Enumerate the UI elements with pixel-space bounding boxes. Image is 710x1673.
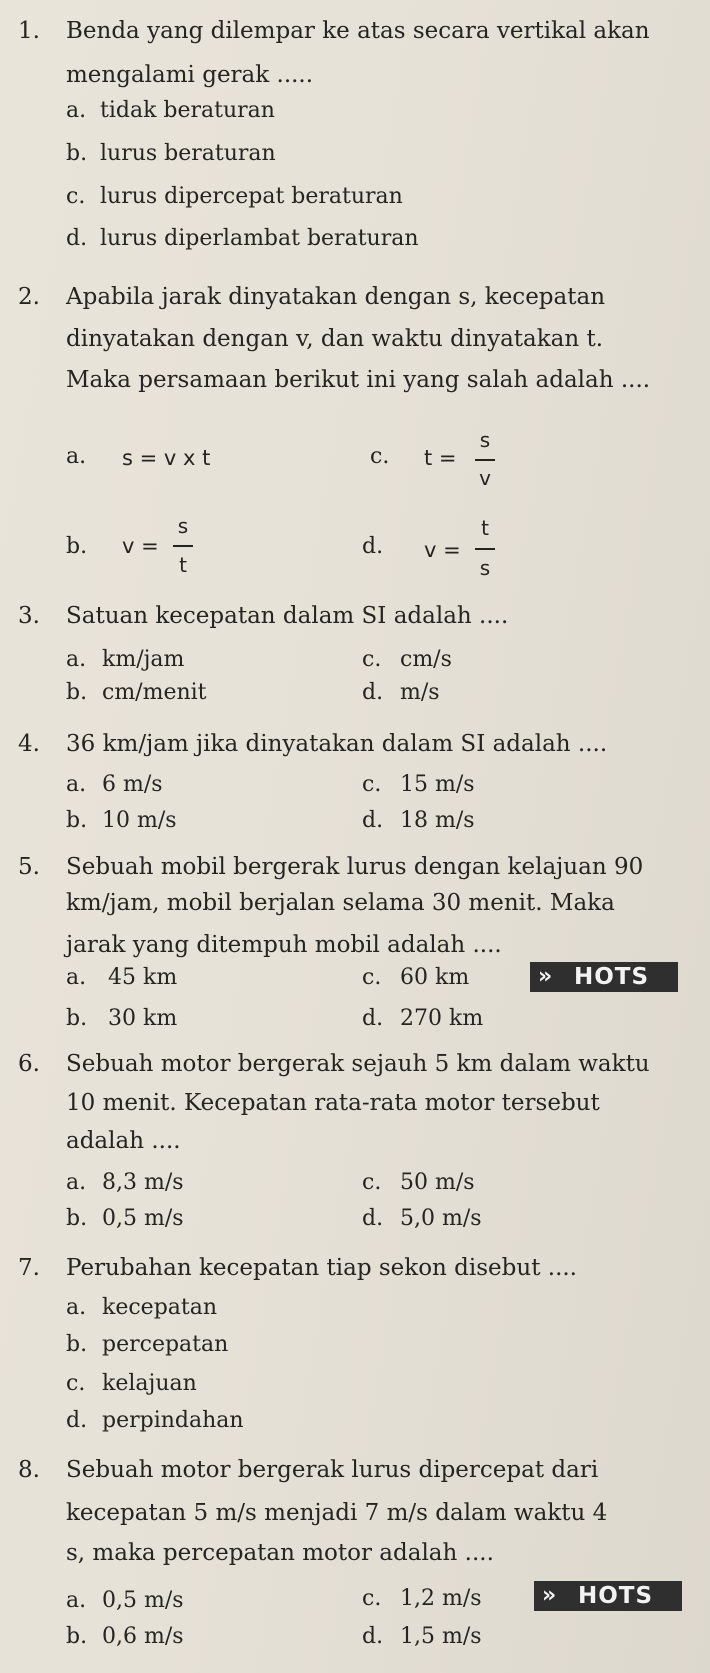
option-letter: d.	[66, 226, 88, 251]
option-letter: d.	[362, 534, 384, 559]
hots-label: HOTS	[574, 964, 650, 990]
question-text-line: Maka persamaan berikut ini yang salah adalah ....	[66, 367, 651, 393]
equation-text: s = v x t	[122, 446, 211, 470]
question-number: 6.	[18, 1051, 40, 1077]
question-text-line: mengalami gerak .....	[66, 62, 314, 88]
question-number: 1.	[18, 18, 40, 44]
option-letter: a.	[66, 647, 87, 672]
option-letter: b.	[66, 808, 88, 833]
option-letter: c.	[362, 1586, 382, 1611]
option-letter: c.	[362, 647, 382, 672]
fraction-denominator: v	[479, 466, 491, 490]
fraction-bar	[475, 459, 495, 461]
option-text: percepatan	[102, 1332, 229, 1357]
question-text-line: dinyatakan dengan v, dan waktu dinyatakan t.	[66, 326, 604, 352]
option-letter: d.	[362, 808, 384, 833]
question-text-line: jarak yang ditempuh mobil adalah ....	[66, 932, 502, 958]
option-letter: a.	[66, 1295, 87, 1320]
question-text-line: Apabila jarak dinyatakan dengan s, kecepatan	[66, 284, 606, 310]
option-text: 0,6 m/s	[102, 1624, 184, 1649]
option-letter: b.	[66, 1206, 88, 1231]
option-text: km/jam	[102, 647, 185, 672]
fraction-bar	[173, 545, 193, 547]
option-text: kelajuan	[102, 1371, 197, 1396]
fraction-denominator: t	[179, 553, 187, 577]
equation-lhs: t =	[424, 446, 457, 470]
option-text: m/s	[400, 680, 440, 705]
option-letter: a.	[66, 1588, 87, 1613]
option-letter: b.	[66, 1332, 88, 1357]
hots-badge	[530, 962, 678, 992]
option-letter: c.	[66, 184, 86, 209]
question-text-line: 10 menit. Kecepatan rata-rata motor tersebut	[66, 1090, 600, 1116]
equation-lhs: v =	[424, 538, 461, 562]
option-text: 1,5 m/s	[400, 1624, 482, 1649]
option-letter: a.	[66, 98, 87, 123]
option-text: 0,5 m/s	[102, 1588, 184, 1613]
fraction-numerator: s	[177, 514, 189, 538]
option-letter: c.	[362, 965, 382, 990]
option-text: 0,5 m/s	[102, 1206, 184, 1231]
option-text: 5,0 m/s	[400, 1206, 482, 1231]
option-letter: b.	[66, 141, 88, 166]
question-text-line: Satuan kecepatan dalam SI adalah ....	[66, 603, 509, 629]
option-text: lurus beraturan	[100, 141, 276, 166]
double-chevron-right-icon: »	[538, 964, 554, 989]
option-text: 270 km	[400, 1006, 484, 1031]
option-text: 15 m/s	[400, 772, 475, 797]
option-text: lurus dipercepat beraturan	[100, 184, 403, 209]
option-letter: a.	[66, 1170, 87, 1195]
option-letter: d.	[362, 1206, 384, 1231]
option-letter: b.	[66, 680, 88, 705]
option-letter: b.	[66, 1006, 88, 1031]
question-text-line: Sebuah mobil bergerak lurus dengan kelajuan 90	[66, 854, 644, 880]
option-letter: b.	[66, 534, 88, 559]
option-text: tidak beraturan	[100, 98, 275, 123]
option-text: 50 m/s	[400, 1170, 475, 1195]
option-letter: a.	[66, 965, 87, 990]
option-text: 45 km	[108, 965, 178, 990]
option-text: 10 m/s	[102, 808, 177, 833]
option-letter: d.	[66, 1408, 88, 1433]
question-number: 8.	[18, 1457, 40, 1483]
fraction-numerator: t	[481, 516, 489, 540]
option-letter: d.	[362, 1006, 384, 1031]
option-text: lurus diperlambat beraturan	[100, 226, 419, 251]
question-text-line: Sebuah motor bergerak lurus dipercepat dari	[66, 1457, 599, 1483]
double-chevron-right-icon: »	[542, 1583, 558, 1608]
option-text: cm/s	[400, 647, 452, 672]
option-text: 18 m/s	[400, 808, 475, 833]
question-number: 5.	[18, 854, 40, 880]
option-letter: c.	[66, 1371, 86, 1396]
option-letter: a.	[66, 444, 87, 469]
option-letter: d.	[362, 1624, 384, 1649]
question-text-line: adalah ....	[66, 1128, 181, 1154]
option-text: 8,3 m/s	[102, 1170, 184, 1195]
hots-badge	[534, 1581, 682, 1611]
question-text-line: km/jam, mobil berjalan selama 30 menit. Maka	[66, 890, 615, 916]
question-text-line: s, maka percepatan motor adalah ....	[66, 1540, 494, 1566]
option-letter: d.	[362, 680, 384, 705]
option-text: 30 km	[108, 1006, 178, 1031]
option-text: 6 m/s	[102, 772, 163, 797]
option-text: 1,2 m/s	[400, 1586, 482, 1611]
option-letter: b.	[66, 1624, 88, 1649]
question-number: 3.	[18, 603, 40, 629]
option-text: 60 km	[400, 965, 470, 990]
question-text-line: 36 km/jam jika dinyatakan dalam SI adalah ....	[66, 731, 608, 757]
option-text: cm/menit	[102, 680, 207, 705]
hots-label: HOTS	[578, 1583, 654, 1609]
option-letter: c.	[362, 772, 382, 797]
option-text: perpindahan	[102, 1408, 244, 1433]
question-number: 4.	[18, 731, 40, 757]
question-number: 7.	[18, 1255, 40, 1281]
option-letter: c.	[370, 444, 390, 469]
question-text-line: Sebuah motor bergerak sejauh 5 km dalam waktu	[66, 1051, 650, 1077]
fraction-denominator: s	[479, 556, 491, 580]
fraction-numerator: s	[479, 428, 491, 452]
option-letter: c.	[362, 1170, 382, 1195]
question-text-line: Benda yang dilempar ke atas secara vertikal akan	[66, 18, 650, 44]
fraction-bar	[475, 548, 495, 550]
option-letter: a.	[66, 772, 87, 797]
question-text-line: Perubahan kecepatan tiap sekon disebut ....	[66, 1255, 577, 1281]
option-text: kecepatan	[102, 1295, 218, 1320]
question-number: 2.	[18, 284, 40, 310]
question-text-line: kecepatan 5 m/s menjadi 7 m/s dalam waktu 4	[66, 1500, 608, 1526]
equation-lhs: v =	[122, 534, 159, 558]
